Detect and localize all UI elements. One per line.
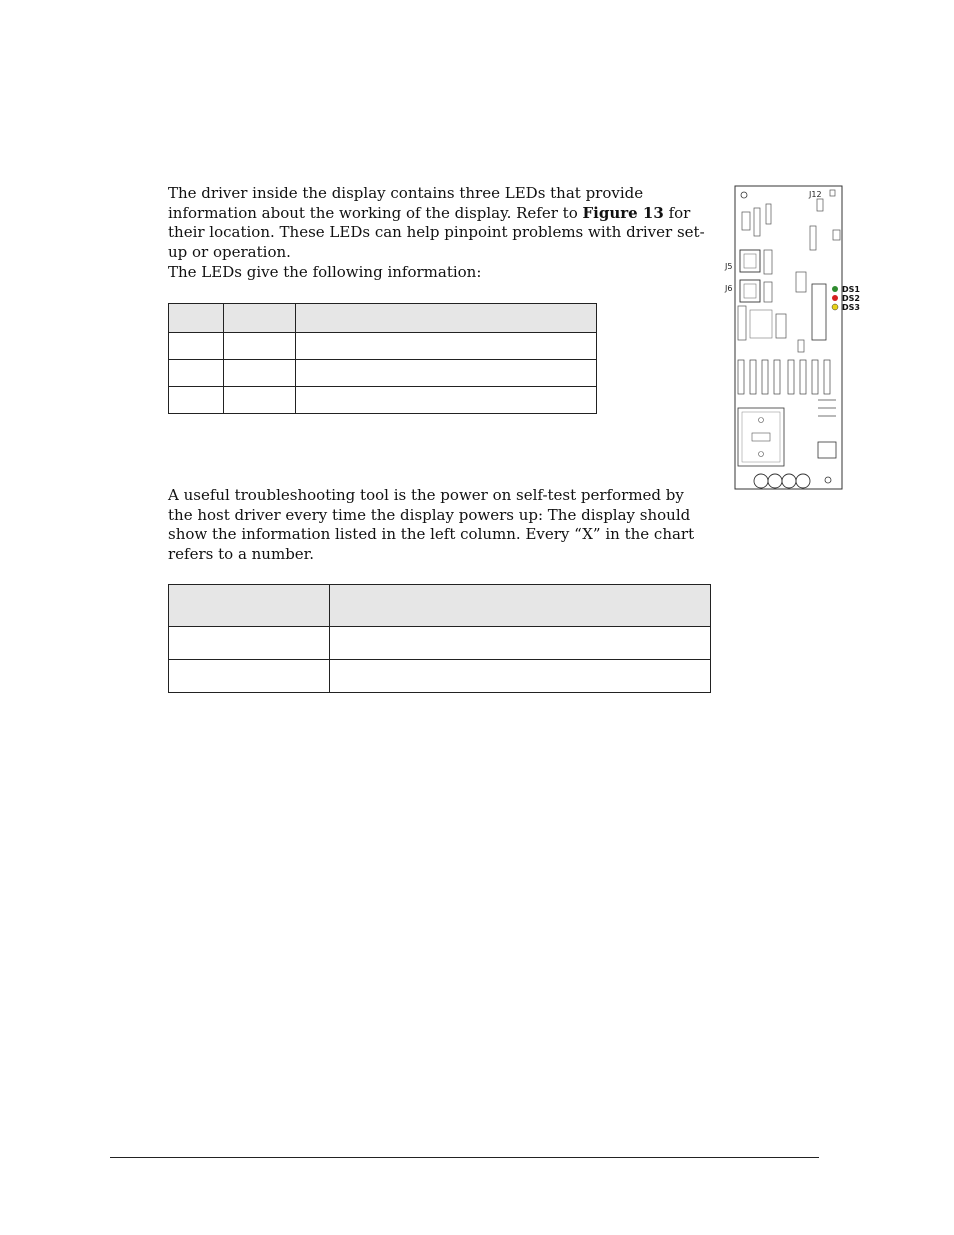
table-cell <box>224 333 296 360</box>
post-intro-paragraph: A useful troubleshooting tool is the power on self-test performed by the host driver every time the display powers up: The display should show the information listed in the left column. Every “X” in the chart refers to a number. <box>168 486 695 563</box>
table-row <box>169 660 711 693</box>
footer-rule <box>110 1157 819 1158</box>
j5-label: J5 <box>725 262 733 271</box>
led-lead-paragraph: The LEDs give the following information: <box>168 263 482 281</box>
header-cell <box>224 304 296 333</box>
table-cell <box>224 360 296 387</box>
table-cell <box>330 660 711 693</box>
ds1-label: DS1 <box>842 285 860 294</box>
table-cell <box>296 360 597 387</box>
figure-reference: Figure 13 <box>582 203 664 222</box>
table-cell <box>296 387 597 414</box>
table-cell <box>224 387 296 414</box>
table-row <box>169 627 711 660</box>
driver-board-figure <box>724 184 860 492</box>
table-row <box>169 333 597 360</box>
led-table <box>168 303 597 414</box>
header-cell <box>169 585 330 627</box>
table-cell <box>169 627 330 660</box>
table-row <box>169 360 597 387</box>
post-table-header <box>169 585 711 627</box>
intro-text-continued: for their location. These LEDs can help pinpoint problems with driver set-up or operation. <box>168 203 705 261</box>
header-cell <box>296 304 597 333</box>
ds3-label: DS3 <box>842 303 860 312</box>
led-table-header <box>169 304 597 333</box>
header-cell <box>169 304 224 333</box>
table-cell <box>330 627 711 660</box>
table-cell <box>169 333 224 360</box>
ds2-label: DS2 <box>842 294 860 303</box>
j6-label: J6 <box>725 284 733 293</box>
intro-paragraph <box>168 184 708 262</box>
j12-label: J12 <box>809 190 822 199</box>
table-cell <box>169 660 330 693</box>
post-table <box>168 584 711 693</box>
table-row <box>169 387 597 414</box>
ds1-led <box>832 286 838 292</box>
header-cell <box>330 585 711 627</box>
ds2-led <box>832 295 838 301</box>
intro-text: The driver inside the display contains three LEDs that provide information about the working of the display. Refer to <box>168 184 644 222</box>
table-cell <box>169 387 224 414</box>
table-cell <box>296 333 597 360</box>
table-cell <box>169 360 224 387</box>
ds3-led <box>832 304 838 310</box>
